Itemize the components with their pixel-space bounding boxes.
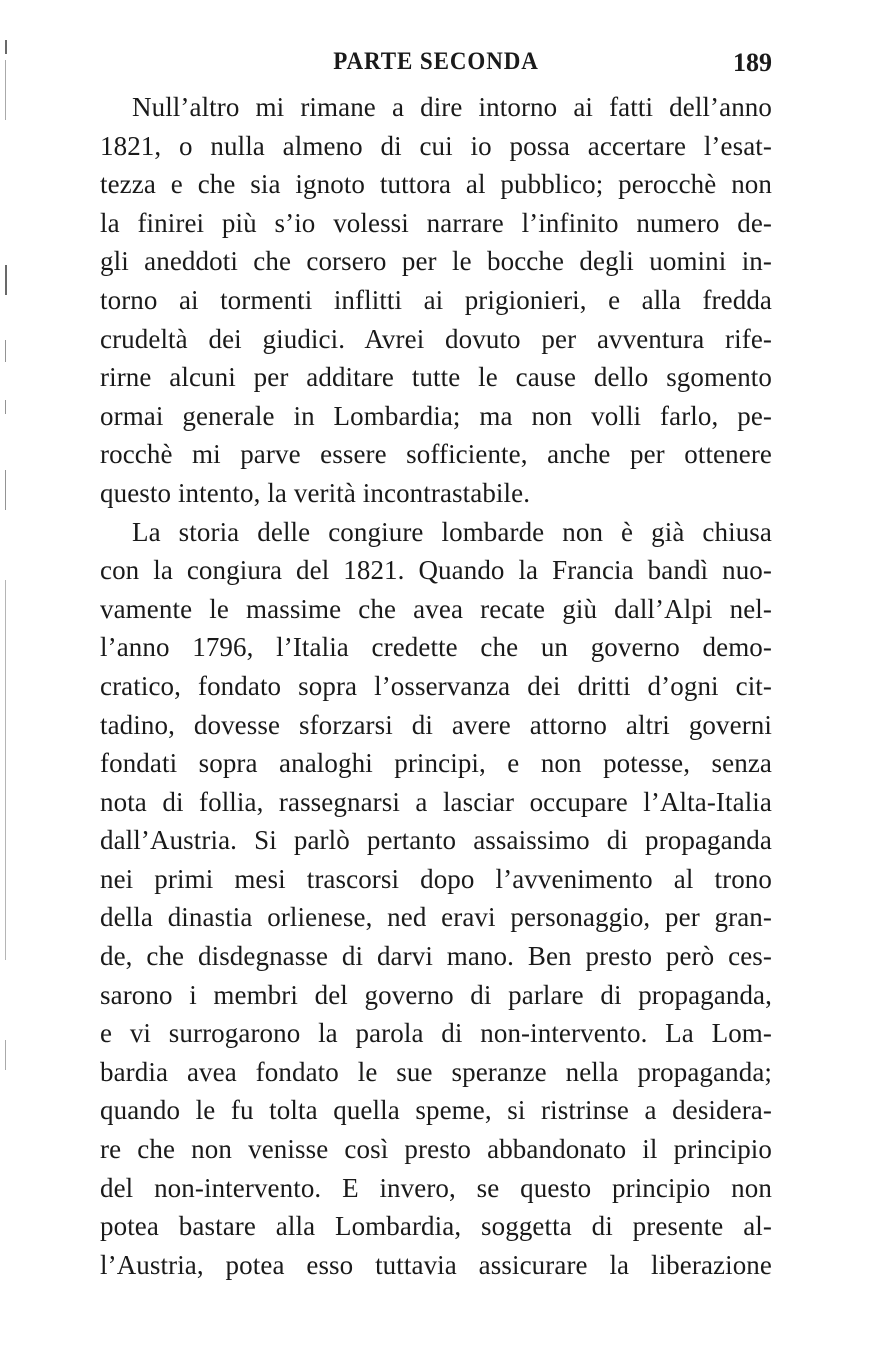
text-line: de, che disdegnasse di darvi mano. Ben presto però ces- xyxy=(100,941,772,972)
margin-mark xyxy=(5,60,6,120)
page-header xyxy=(100,48,772,88)
text-line: ormai generale in Lombardia; ma non volli farlo, pe- xyxy=(100,400,772,431)
text-line: La storia delle congiure lombarde non è già chiusa xyxy=(132,516,772,547)
text-line: del non-intervento. E invero, se questo principio non xyxy=(100,1172,772,1203)
margin-mark xyxy=(5,1040,6,1070)
text-line: questo intento, la verità incontrastabile. xyxy=(100,477,531,508)
text-line: l’anno 1796, l’Italia credette che un governo demo- xyxy=(100,632,772,663)
margin-mark xyxy=(5,40,7,54)
text-line: potea bastare alla Lombardia, soggetta di presente al- xyxy=(100,1211,772,1242)
text-line: della dinastia orlienese, ned eravi personaggio, per gran- xyxy=(100,902,772,933)
running-title: PARTE SECONDA xyxy=(333,48,539,75)
page-number: 189 xyxy=(733,48,772,77)
paragraph-1 xyxy=(100,88,772,513)
text-line: con la congiura del 1821. Quando la Francia bandì nuo- xyxy=(100,555,772,586)
text-line: dall’Austria. Si parlò pertanto assaissimo di propaganda xyxy=(100,825,772,856)
margin-mark xyxy=(5,265,7,295)
text-line: rirne alcuni per additare tutte le cause dello sgomento xyxy=(100,362,772,393)
text-line: nota di follia, rassegnarsi a lasciar occupare l’Alta-Italia xyxy=(100,786,772,817)
text-line: gli aneddoti che corsero per le bocche degli uomini in- xyxy=(100,246,772,277)
text-line: re che non venisse così presto abbandonato il principio xyxy=(100,1134,772,1165)
text-line: bardia avea fondato le sue speranze nella propaganda; xyxy=(100,1056,772,1087)
text-line: quando le fu tolta quella speme, si ristrinse a desidera- xyxy=(100,1095,772,1126)
margin-mark xyxy=(5,340,6,362)
paragraph-2 xyxy=(100,513,772,1285)
text-line: la finirei più s’io volessi narrare l’infinito numero de- xyxy=(100,207,772,238)
text-line: l’Austria, potea esso tuttavia assicurare la liberazione xyxy=(100,1249,772,1280)
text-line: tadino, dovesse sforzarsi di avere attorno altri governi xyxy=(100,709,772,740)
text-line: vamente le massime che avea recate giù dall’Alpi nel- xyxy=(100,593,772,624)
text-line: 1821, o nulla almeno di cui io possa accertare l’esat- xyxy=(100,130,772,161)
text-line: e vi surrogarono la parola di non-intervento. La Lom- xyxy=(100,1018,772,1049)
text-line: nei primi mesi trascorsi dopo l’avvenimento al trono xyxy=(100,863,772,894)
text-line: cratico, fondato sopra l’osservanza dei dritti d’ogni cit- xyxy=(100,670,772,701)
text-line: crudeltà dei giudici. Avrei dovuto per avventura rife- xyxy=(100,323,772,354)
margin-mark xyxy=(5,580,6,960)
margin-mark xyxy=(5,400,6,414)
margin-mark xyxy=(5,470,6,510)
text-line: rocchè mi parve essere sofficiente, anche per ottenere xyxy=(100,439,772,470)
body-text xyxy=(100,88,772,1284)
text-line: Null’altro mi rimane a dire intorno ai fatti dell’anno xyxy=(132,92,772,122)
text-line: sarono i membri del governo di parlare di propaganda, xyxy=(100,979,772,1010)
text-line: tezza e che sia ignoto tuttora al pubblico; perocchè non xyxy=(100,169,772,200)
text-line: torno ai tormenti inflitti ai prigionieri, e alla fredda xyxy=(100,284,772,315)
text-line: fondati sopra analoghi principi, e non potesse, senza xyxy=(100,748,772,779)
